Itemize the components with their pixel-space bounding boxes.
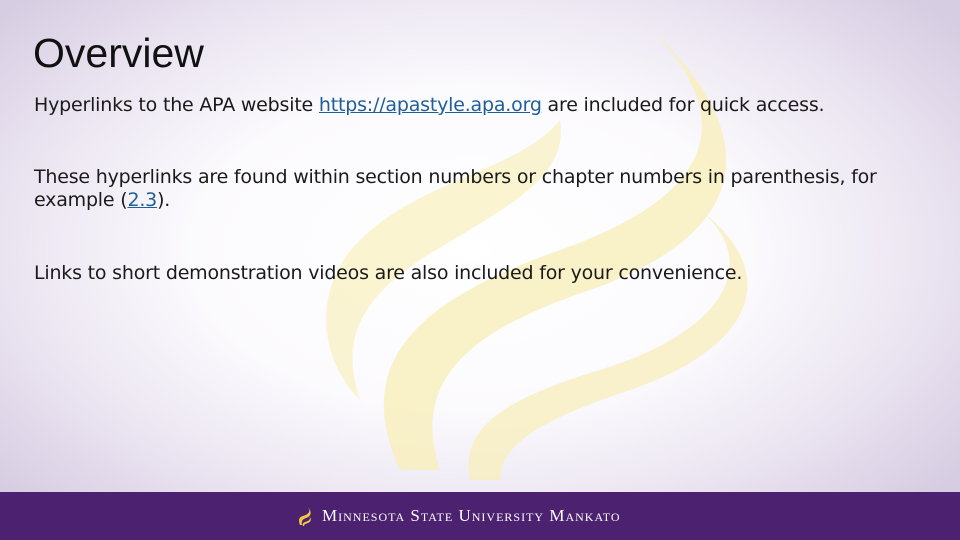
paragraph-text: These hyperlinks are found within section numbers or chapter numbers in parenthesis, for example ( xyxy=(34,166,877,211)
paragraph-text: are included for quick access. xyxy=(541,94,825,116)
paragraph-text: ). xyxy=(157,189,171,211)
flame-logo-icon xyxy=(296,505,314,527)
apa-website-link[interactable]: https://apastyle.apa.org xyxy=(318,94,542,116)
university-logo xyxy=(296,504,621,528)
footer-bar xyxy=(0,492,960,540)
university-name: Minnesota State University Mankato xyxy=(322,506,621,525)
paragraph-text: Hyperlinks to the APA website xyxy=(34,94,319,116)
paragraph-videos: Links to short demonstration videos are also included for your convenience. xyxy=(34,262,743,284)
paragraph-apa-website xyxy=(34,94,914,117)
page-title: Overview xyxy=(33,30,204,76)
section-2-3-link[interactable]: 2.3 xyxy=(127,189,158,211)
paragraph-section-numbers xyxy=(34,166,914,212)
